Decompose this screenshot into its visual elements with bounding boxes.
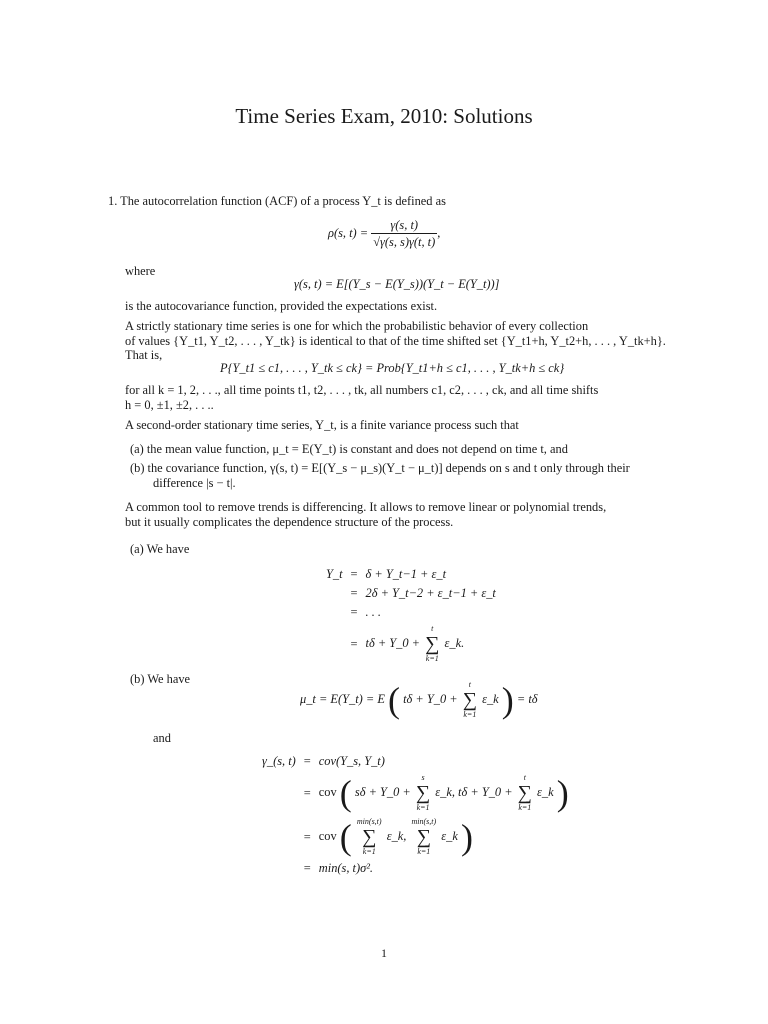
strict-stationary-line-3: That is,: [125, 348, 163, 362]
mean-inner-pre: tδ + Y_0 +: [403, 691, 458, 706]
cov-row-1: cov(Y_s, Y_t): [318, 754, 385, 768]
second-order-definition: A second-order stationary time series, Y_t, is a finite variance process such that: [125, 418, 519, 432]
sum-lower: k=1: [362, 847, 376, 856]
acf-equation: [328, 218, 440, 250]
summation-symbol: t ∑ k=1: [425, 624, 440, 663]
summation-symbol: min(s,t) ∑ k=1: [356, 817, 382, 856]
part-a-row-2: 2δ + Y_t−2 + ε_t−1 + ε_t: [365, 586, 496, 600]
part-a-row-4: [362, 622, 500, 666]
acf-lhs: ρ(s, t) =: [328, 225, 369, 240]
forall-line-2: h = 0, ±1, ±2, . . ..: [125, 398, 214, 412]
cov-row-3-b: ε_k: [441, 828, 458, 843]
and-label: and: [153, 731, 171, 745]
differencing-line-2: but it usually complicates the dependence structure of the process.: [125, 515, 454, 529]
sum-upper: min(s,t): [411, 817, 437, 826]
where-label: where: [125, 264, 156, 278]
part-a-eq-1: =: [350, 567, 358, 581]
sum-lower: k=1: [416, 803, 430, 812]
sum-upper: t: [468, 680, 471, 689]
autocovariance-equation: γ(s, t) = E[(Y_s − E(Y_s))(Y_t − E(Y_t))]: [294, 277, 500, 291]
cov-row-3: cov ( min(s,t) ∑ k=1 ε_k, min(s,t) ∑ k=1 ε_k ): [318, 817, 473, 857]
sum-upper: min(s,t): [356, 817, 382, 826]
sum-upper: s: [421, 773, 425, 782]
condition-a: (a) the mean value function, μ_t = E(Y_t) is constant and does not depend on time t, and: [130, 442, 568, 456]
part-a-eq-4: =: [350, 636, 358, 651]
cov-eq-1: =: [303, 754, 311, 768]
part-a-row-4-pre: tδ + Y_0 +: [365, 635, 421, 650]
mean-pre: μ_t = E(Y_t) = E: [300, 691, 385, 706]
part-a-row-1: δ + Y_t−1 + ε_t: [365, 567, 447, 581]
part-a-lhs: Y_t: [326, 567, 343, 581]
question-1-intro: 1. The autocorrelation function (ACF) of a process Y_t is defined as: [108, 194, 446, 208]
probability-equation: P{Y_t1 ≤ c1, . . . , Y_tk ≤ ck} = Prob{Y_t1+h ≤ c1, . . . , Y_tk+h ≤ ck}: [220, 361, 565, 375]
cov-row-4: min(s, t)σ².: [318, 861, 374, 875]
sum-lower: k=1: [518, 803, 532, 812]
page-title: Time Series Exam, 2010: Solutions: [235, 104, 533, 128]
summation-symbol: t ∑ k=1: [462, 680, 477, 719]
part-a-label: (a) We have: [130, 542, 190, 556]
cov-row-2-a: sδ + Y_0 +: [354, 784, 411, 799]
differencing-line-1: A common tool to remove trends is differencing. It allows to remove linear or polynomial trends,: [125, 500, 607, 514]
part-a-row-4-post: ε_k.: [444, 635, 465, 650]
sum-lower: k=1: [463, 710, 477, 719]
acf-comma: ,: [437, 225, 441, 240]
cov-eq-4: =: [303, 861, 311, 875]
strict-stationary-line-2: of values {Y_t1, Y_t2, . . . , Y_tk} is identical to that of the time shifted set {Y_t1+h, Y_t2+h, . . . , Y_tk+h}.: [125, 334, 666, 348]
mean-equation: μ_t = E(Y_t) = E ( tδ + Y_0 + t ∑ k=1 ε_k ) = tδ: [300, 680, 538, 720]
forall-line-1: for all k = 1, 2, . . ., all time points t1, t2, . . . , tk, all numbers c1, c2, . . . , ck, and all time shifts: [125, 383, 599, 397]
summation-symbol: min(s,t) ∑ k=1: [411, 817, 437, 856]
summation-symbol: t ∑ k=1: [517, 773, 532, 812]
condition-b-line-2: difference |s − t|.: [153, 476, 236, 490]
acf-numerator: γ(s, t): [390, 218, 419, 232]
part-a-derivation: [322, 565, 500, 666]
cov-lhs: γ_(s, t): [262, 754, 296, 768]
sum-upper: t: [431, 624, 434, 633]
cov-row-2-b: ε_k, tδ + Y_0 +: [435, 784, 513, 799]
cov-row-3-a: ε_k,: [386, 828, 407, 843]
mean-inner-post: ε_k: [482, 691, 499, 706]
autocovariance-text: is the autocovariance function, provided the expectations exist.: [125, 299, 438, 313]
cov-row-2: cov ( sδ + Y_0 + s ∑ k=1 ε_k, tδ + Y_0 + t ∑ k=1 ε_k ): [318, 773, 569, 813]
cov-label: cov: [318, 828, 337, 843]
covariance-derivation: [258, 752, 573, 878]
sum-lower: k=1: [417, 847, 431, 856]
cov-row-2-c: ε_k: [537, 784, 554, 799]
summation-symbol: s ∑ k=1: [415, 773, 431, 812]
cov-label: cov: [318, 784, 337, 799]
strict-stationary-line-1: A strictly stationary time series is one for which the probabilistic behavior of every collection: [125, 319, 589, 333]
part-a-eq-2: =: [350, 586, 358, 600]
part-a-eq-3: =: [350, 605, 358, 619]
sum-lower: k=1: [425, 654, 439, 663]
sum-upper: t: [523, 773, 526, 782]
acf-fraction: [371, 218, 437, 250]
mean-post: = tδ: [516, 691, 538, 706]
part-a-row-3: . . .: [365, 605, 382, 619]
cov-eq-3: =: [303, 829, 311, 844]
condition-b-line-1: (b) the covariance function, γ(s, t) = E[(Y_s − μ_s)(Y_t − μ_t)] depends on s and t only through their: [130, 461, 630, 475]
page-number: 1: [381, 946, 387, 960]
cov-eq-2: =: [303, 785, 311, 800]
part-b-label: (b) We have: [130, 672, 191, 686]
acf-denominator: √γ(s, s)γ(t, t): [373, 235, 436, 249]
